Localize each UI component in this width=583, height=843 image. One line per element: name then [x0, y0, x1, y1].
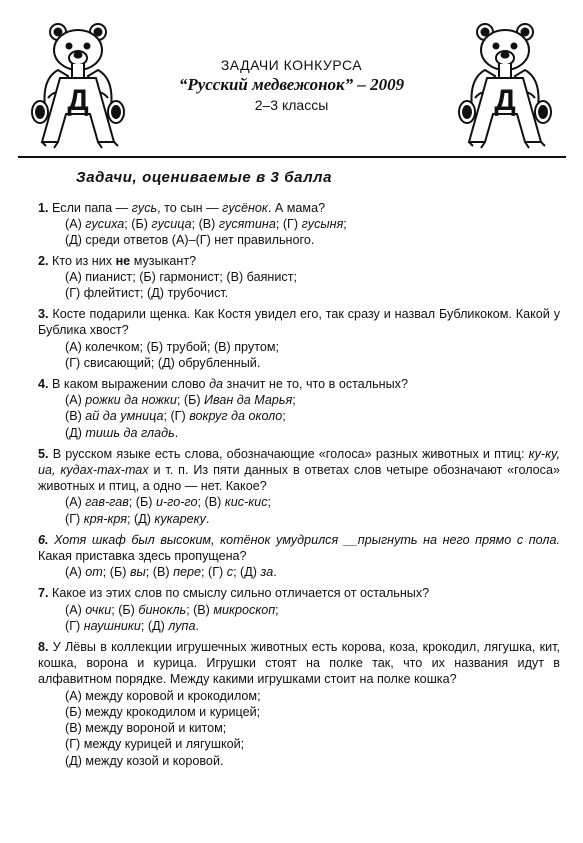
title-block — [130, 56, 453, 114]
answer-line: (Г) кря-кря; (Д) кукареку. — [65, 511, 210, 526]
answer-line: (Г) флейтист; (Д) трубочист. — [65, 286, 229, 301]
problem-number: 3. — [38, 307, 49, 322]
answer-line: (Д) среди ответов (А)–(Г) нет правильного. — [65, 233, 315, 248]
bear-mascot-right-icon — [455, 18, 555, 150]
bear-letter: Д — [494, 84, 516, 117]
problem-5 — [38, 446, 560, 527]
answer-line: (А) рожки да ножки; (Б) Иван да Марья; — [65, 393, 296, 408]
question-text: гусёнок — [222, 201, 268, 215]
answer-line: (А) между коровой и крокодилом; — [65, 688, 261, 703]
problem-7 — [38, 585, 560, 634]
grades-label: 2–3 классы — [254, 97, 329, 113]
answer-line: (Б) между крокодилом и курицей; — [65, 704, 261, 719]
header-divider — [18, 156, 566, 158]
answer-options — [38, 494, 560, 526]
contest-name: “Русский медвежонок” – 2009 — [178, 75, 405, 94]
problem-4 — [38, 376, 560, 441]
question-text: гусь — [131, 201, 158, 215]
problem-number: 2. — [38, 253, 49, 268]
answer-options — [38, 688, 560, 769]
problem-question: 3. Косте подарили щенка. Как Костя увидел его, так сразу и назвал Бубликоком. Какой у Бублика хвост? — [38, 307, 560, 338]
problem-question — [38, 200, 560, 216]
problem-1 — [38, 200, 560, 249]
answer-line: (А) очки; (Б) бинокль; (В) микроскоп; — [65, 602, 279, 617]
answer-options — [38, 216, 560, 248]
answer-options — [38, 392, 560, 441]
question-text: Если папа — — [52, 201, 132, 215]
answer-line: (А) пианист; (Б) гармонист; (В) баянист; — [65, 269, 297, 284]
answer-options — [38, 339, 560, 371]
answer-line: (Г) наушники; (Д) лупа. — [65, 618, 199, 633]
problem-question: 5. В русском языке есть слова, обозначающие «голоса» разных животных и птиц: ку-ку, иа, кудах-тах-тах и т. п. Из пяти данных в ответах слов четыре обозначают «голоса» животных и птиц, а одно — нет. Какое? — [38, 446, 560, 494]
answer-line: (А) гав-гав; (Б) и-го-го; (В) кис-кис; — [65, 495, 271, 510]
answer-line: (А) гусиха; (Б) гусица; (В) гусятина; (Г) гусыня; — [65, 217, 347, 232]
answer-line: (А) колечком; (Б) трубой; (В) прутом; — [65, 339, 279, 354]
problem-2 — [38, 253, 560, 302]
section-heading: Задачи, оцениваемые в 3 балла — [76, 169, 333, 186]
problem-6 — [38, 532, 560, 581]
answer-line: (В) между вороной и китом; — [65, 721, 227, 736]
answer-options — [38, 602, 560, 634]
problem-number: 6. — [38, 532, 49, 547]
page-header — [0, 0, 583, 160]
answer-options — [38, 269, 560, 301]
problem-8 — [38, 639, 560, 769]
problem-list — [38, 200, 560, 774]
answer-line: (Г) свисающий; (Д) обрубленный. — [65, 355, 261, 370]
problem-question: 7. Какое из этих слов по смыслу сильно отличается от остальных? — [38, 586, 430, 601]
bear-letter: Д — [67, 84, 89, 117]
problem-question: 2. Кто из них не музыкант? — [38, 253, 197, 268]
answer-line: (Г) между курицей и лягушкой; — [65, 737, 245, 752]
problem-question: 4. В каком выражении слово да значит не то, что в остальных? — [38, 377, 408, 392]
problem-number: 4. — [38, 377, 49, 392]
problem-number: 7. — [38, 586, 49, 601]
answer-line: (В) ай да умница; (Г) вокруг да около; — [65, 409, 286, 424]
problem-3 — [38, 306, 560, 371]
problem-number: 8. — [38, 640, 49, 655]
question-text: , то сын — — [157, 201, 223, 215]
answer-options — [38, 564, 560, 580]
problem-number: 5. — [38, 446, 49, 461]
problem-question: 8. У Лёвы в коллекции игрушечных животных есть корова, коза, крокодил, лягушка, кит, кошка, ворона и курица. Игрушки стоят на полке так, что их названия идут в алфавитном порядке. Между какими игрушками стоит на полке кошка? — [38, 640, 561, 687]
answer-line: (А) от; (Б) вы; (В) пере; (Г) с; (Д) за. — [65, 565, 277, 580]
answer-line: (Д) тишь да гладь. — [65, 425, 179, 440]
problem-number: 1. — [38, 201, 49, 215]
answer-line: (Д) между козой и коровой. — [65, 753, 224, 768]
question-text: . А мама? — [267, 201, 326, 215]
bear-mascot-left-icon — [28, 18, 128, 150]
problem-question: 6. Хотя шкаф был высоким, котёнок умудрился __прыгнуть на него прямо с пола. Какая приставка здесь пропущена? — [38, 532, 560, 564]
contest-line: ЗАДАЧИ КОНКУРСА — [220, 57, 363, 73]
